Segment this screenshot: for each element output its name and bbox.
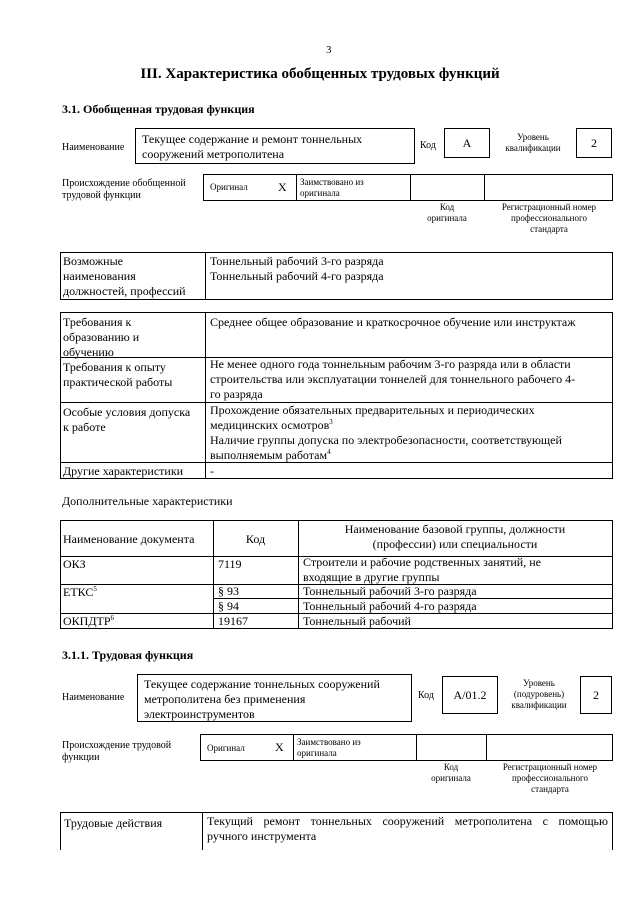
etks-label: ЕТКС (63, 585, 94, 599)
actions-value-line2: ручного инструмента (207, 829, 317, 843)
edu-label-line1: Требования к (63, 315, 132, 329)
okpdtr-label-wrap (63, 614, 114, 629)
tf-name-line2: метрополитена без применения (144, 692, 306, 706)
footnote-5: 5 (93, 585, 97, 593)
tf-origin-line2: функции (62, 752, 100, 763)
tf-level-line3: квалификации (511, 700, 567, 710)
section-title: III. Характеристика обобщенных трудовых функций (140, 66, 500, 82)
gtf-level-label (494, 132, 572, 154)
page-number: 3 (326, 44, 332, 56)
tf-heading: 3.1.1. Трудовая функция (62, 648, 194, 662)
cond-value-line4-wrap (210, 448, 562, 463)
gtf-code-label: Код (420, 140, 436, 151)
edu-label (63, 315, 139, 360)
positions-label-line2: наименования (63, 269, 136, 283)
other-value: - (210, 464, 214, 478)
col-name-header-line1: Наименование базовой группы, должности (344, 522, 566, 536)
gtf-name-line2: сооружений метрополитена (142, 147, 285, 161)
exp-value-line3: го разряда (210, 387, 263, 401)
tf-name-box (137, 674, 412, 722)
other-label: Другие характеристики (63, 464, 184, 478)
gtf-reg-line1: Регистрационный номер (501, 202, 597, 212)
gtf-original-mark: X (278, 180, 287, 194)
etks-code-2: § 94 (218, 599, 239, 613)
tf-origin-line1: Происхождение трудовой (62, 740, 172, 751)
additional-title: Дополнительные характеристики (62, 494, 233, 508)
actions-label: Трудовые действия (64, 816, 163, 830)
tf-name-line1: Текущее содержание тоннельных сооружений (144, 677, 380, 691)
gtf-orig-code-line1: Код (439, 202, 455, 212)
edu-label-line2: образованию и (63, 330, 140, 344)
cond-value-line2: медицинских осмотров (210, 418, 330, 432)
cond-label-line1: Особые условия допуска (63, 405, 191, 419)
gtf-reg-line2: профессионального (511, 213, 587, 223)
tf-original-mark: X (275, 740, 284, 754)
exp-value (210, 357, 575, 402)
okz-name-line2: входящие в другие группы (303, 570, 440, 584)
gtf-orig-code-line2: оригинала (427, 213, 467, 223)
exp-label-line1: Требования к опыту (63, 360, 166, 374)
gtf-reg-caption (486, 202, 612, 235)
tf-borrowed-line1: Заимствовано из (297, 737, 361, 747)
cond-label-line2: к работе (63, 420, 106, 434)
etks-label-wrap (63, 585, 97, 600)
gtf-borrowed-line1: Заимствовано из (300, 177, 364, 187)
actions-value (207, 814, 608, 844)
cond-value-line3: Наличие группы допуска по электробезопасности, соответствующей (210, 433, 562, 447)
tf-level-line2: (подуровень) (513, 689, 565, 699)
tf-code-label: Код (418, 690, 434, 701)
tf-orig-code-line1: Код (443, 762, 459, 772)
tf-code-value: А/01.2 (442, 676, 498, 714)
gtf-origin-label (62, 178, 186, 202)
exp-value-line1: Не менее одного года тоннельным рабочим 3-го разряда или в области (210, 357, 571, 371)
tf-borrowed-label (297, 737, 361, 759)
okz-code: 7119 (218, 557, 242, 571)
tf-level-label (502, 678, 576, 711)
gtf-origin-line1: Происхождение обобщенной (62, 178, 186, 189)
tf-reg-line2: профессионального (512, 773, 588, 783)
okz-name (303, 555, 541, 585)
tf-orig-code-caption (418, 762, 484, 784)
tf-borrowed-line2: оригинала (297, 748, 337, 758)
gtf-name-box (135, 128, 415, 164)
actions-value-line1: Текущий ремонт тоннельных сооружений метрополитена с помощью (207, 814, 608, 828)
tf-name-label: Наименование (62, 692, 125, 703)
gtf-name-line1: Текущее содержание и ремонт тоннельных (142, 132, 363, 146)
gtf-borrowed-label (300, 177, 364, 199)
positions-value (210, 254, 384, 284)
etks-name-1: Тоннельный рабочий 3-го разряда (303, 584, 477, 598)
col-code-header: Код (245, 532, 266, 546)
okpdtr-code: 19167 (218, 614, 248, 628)
positions-value-line2: Тоннельный рабочий 4-го разряда (210, 269, 384, 283)
exp-value-line2: строительства или эксплуатации тоннелей для тоннельного рабочего 4- (210, 372, 576, 386)
positions-label (63, 254, 186, 299)
exp-label (63, 360, 172, 390)
gtf-level-value: 2 (576, 128, 612, 158)
okz-label: ОКЗ (63, 557, 86, 571)
gtf-level-label-line1: Уровень (517, 132, 549, 142)
gtf-code-value: А (444, 128, 490, 158)
cond-value-line2-wrap (210, 418, 562, 433)
gtf-origin-line2: трудовой функции (62, 190, 141, 201)
etks-code-1: § 93 (218, 584, 239, 598)
gtf-level-label-line2: квалификации (505, 143, 561, 153)
tf-name-line3: электроинструментов (144, 707, 255, 721)
positions-label-line1: Возможные (63, 254, 123, 268)
cond-label (63, 405, 190, 435)
cond-value-line1: Прохождение обязательных предварительных и периодических (210, 403, 535, 417)
gtf-borrowed-line2: оригинала (300, 188, 340, 198)
okpdtr-name: Тоннельный рабочий (303, 614, 411, 628)
gtf-orig-code-caption (412, 202, 482, 224)
tf-original-label: Оригинал (207, 743, 245, 753)
tf-reg-line3: стандарта (531, 784, 569, 794)
col-name-header (298, 522, 612, 552)
exp-label-line2: практической работы (63, 375, 173, 389)
gtf-heading: 3.1. Обобщенная трудовая функция (62, 102, 255, 116)
gtf-original-label: Оригинал (210, 182, 248, 192)
tf-level-line1: Уровень (523, 678, 555, 688)
gtf-reg-line3: стандарта (530, 224, 568, 234)
edu-value: Среднее общее образование и краткосрочное обучение или инструктаж (210, 315, 576, 329)
positions-value-line1: Тоннельный рабочий 3-го разряда (210, 254, 384, 268)
tf-level-value: 2 (580, 676, 612, 714)
footnote-3: 3 (329, 418, 333, 426)
tf-orig-code-line2: оригинала (431, 773, 471, 783)
col-name-header-line2: (профессии) или специальности (372, 537, 538, 551)
edu-label-line3: обучению (63, 345, 114, 359)
col-doc-header: Наименование документа (63, 532, 195, 546)
tf-reg-line1: Регистрационный номер (502, 762, 598, 772)
gtf-name-label: Наименование (62, 142, 125, 153)
tf-origin-label (62, 740, 171, 764)
okz-name-line1: Строители и рабочие родственных занятий, не (303, 555, 541, 569)
etks-name-2: Тоннельный рабочий 4-го разряда (303, 599, 477, 613)
positions-label-line3: должностей, профессий (63, 284, 186, 298)
cond-value (210, 403, 562, 463)
tf-reg-caption (488, 762, 612, 795)
okpdtr-label: ОКПДТР (63, 614, 111, 628)
cond-value-line4: выполняемым работам (210, 448, 328, 462)
footnote-6: 6 (110, 614, 115, 622)
footnote-4: 4 (327, 448, 331, 456)
